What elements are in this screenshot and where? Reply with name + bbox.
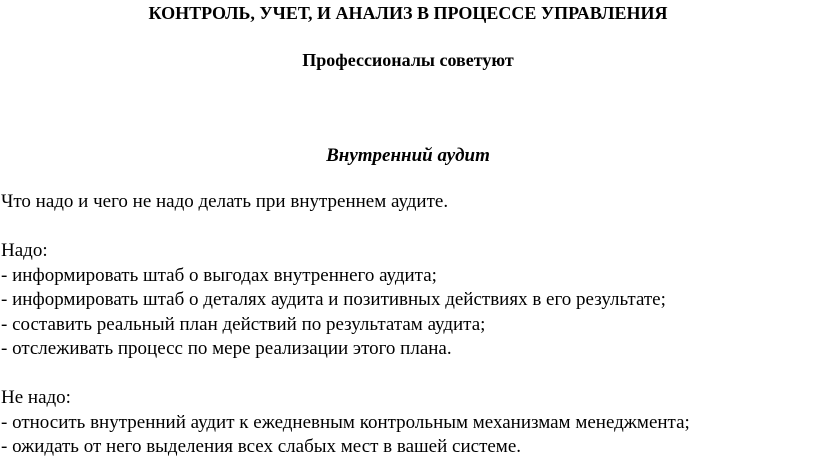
section-title: Внутренний аудит [326,145,490,166]
dont-heading: Не надо: [1,387,71,408]
do-list-item: - отслеживать процесс по мере реализации этого плана. [1,338,452,359]
do-list-item: - составить реальный план действий по результатам аудита; [1,313,486,335]
dont-list-item: - относить внутренний аудит к ежедневным контрольным механизмам менеджмента; [1,411,690,433]
document-subtitle: Профессионалы советуют [302,50,514,70]
intro-paragraph: Что надо и чего не надо делать при внутреннем аудите. [1,191,449,212]
dont-list [1,411,813,460]
paragraph-spacer [1,362,813,387]
document-title: КОНТРОЛЬ, УЧЕТ, И АНАЛИЗ В ПРОЦЕССЕ УПРАВЛЕНИЯ [148,3,668,23]
do-list-item: - информировать штаб о выгодах внутреннего аудита; [1,264,437,286]
do-list-item: - информировать штаб о деталях аудита и позитивных действиях в его результате; [1,289,666,310]
do-list [1,264,813,362]
paragraph-spacer [1,215,813,240]
do-heading: Надо: [1,240,48,261]
dont-list-item: - ожидать от него выделения всех слабых мест в вашей системе. [1,436,522,457]
document-body [1,190,813,460]
